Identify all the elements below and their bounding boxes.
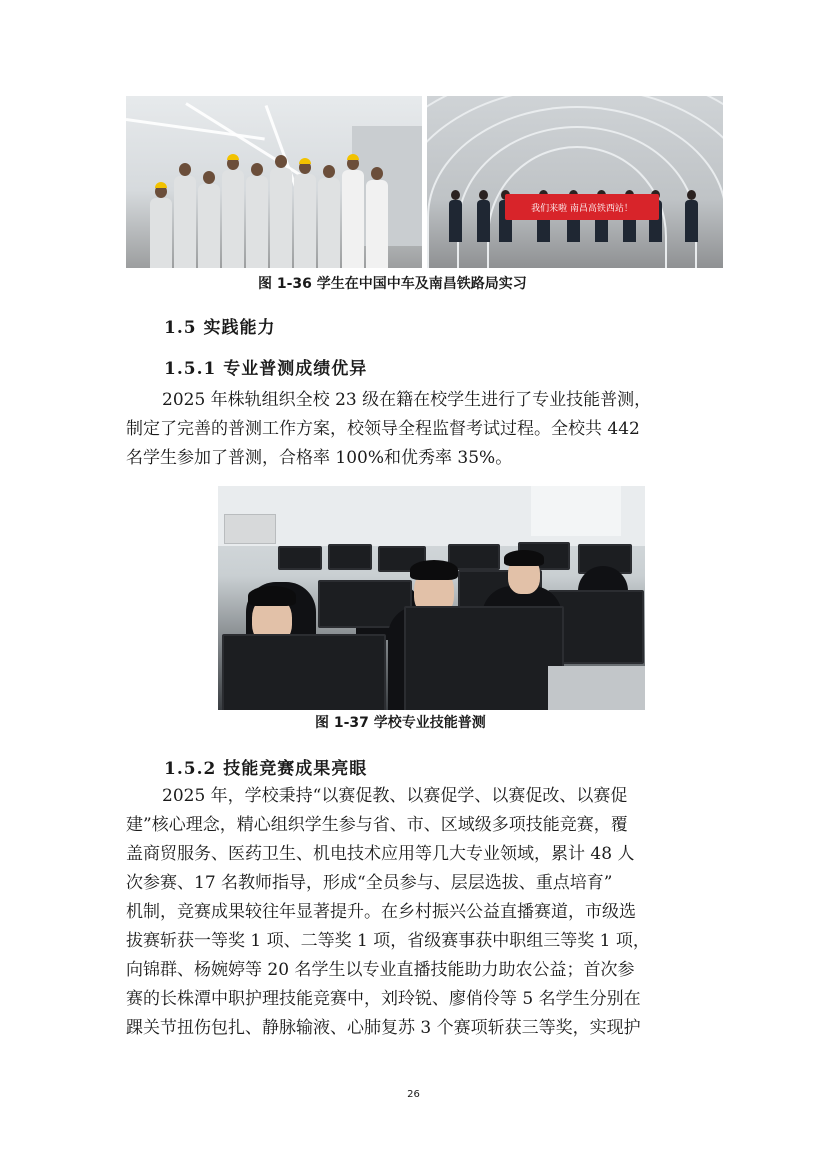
figure-caption-1-36: 图 1-36 学生在中国中车及南昌铁路局实习 — [258, 276, 527, 292]
section-heading-1-5-2: 1.5.2 技能竞赛成果亮眼 — [164, 759, 368, 779]
paragraph-line: 2025 年株轨组织全校 23 级在籍在校学生进行了专业技能普测， — [162, 390, 652, 410]
paragraph-line: 踝关节扭伤包扎、静脉输液、心肺复苏 3 个赛项斩获三等奖，实现护 — [126, 1018, 641, 1038]
section-heading-1-5: 1.5 实践能力 — [164, 318, 276, 338]
skills-exam-photo — [218, 486, 645, 710]
welcome-banner — [505, 194, 659, 220]
paragraph-line: 盖商贸服务、医药卫生、机电技术应用等几大专业领域，累计 48 人 — [126, 844, 635, 864]
figure-caption-1-37: 图 1-37 学校专业技能普测 — [315, 715, 486, 731]
paragraph-line: 向锦群、杨婉婷等 20 名学生以专业直播技能助力助农公益；首次参 — [126, 960, 635, 980]
paragraph-line: 次参赛、17 名教师指导，形成“全员参与、层层选拔、重点培育” — [126, 873, 613, 893]
svg-text:我们来啦 南昌高铁西站！: 我们来啦 南昌高铁西站！ — [531, 204, 633, 214]
paragraph-line: 赛的长株潭中职护理技能竞赛中，刘玲锐、廖俏伶等 5 名学生分别在 — [126, 989, 641, 1009]
factory-internship-photo — [126, 96, 422, 268]
paragraph-skills-survey — [126, 386, 700, 473]
page-number: 26 — [407, 1089, 420, 1100]
railway-station-photo — [427, 96, 723, 268]
paragraph-line: 制定了完善的普测工作方案，校领导全程监督考试过程。全校共 442 — [126, 419, 640, 439]
paragraph-line: 拔赛斩获一等奖 1 项、二等奖 1 项，省级赛事获中职组三等奖 1 项， — [126, 931, 650, 951]
paragraph-line: 名学生参加了普测，合格率 100%和优秀率 35%。 — [126, 448, 513, 468]
paragraph-line: 2025 年，学校秉持“以赛促教、以赛促学、以赛促改、以赛促 — [162, 786, 628, 806]
banner-lettering — [505, 194, 659, 220]
section-heading-1-5-1: 1.5.1 专业普测成绩优异 — [164, 359, 368, 379]
paragraph-line: 建”核心理念，精心组织学生参与省、市、区域级多项技能竞赛，覆 — [126, 815, 628, 835]
paragraph-skills-competition — [126, 782, 700, 1043]
paragraph-line: 机制，竞赛成果较往年显著提升。在乡村振兴公益直播赛道，市级选 — [126, 902, 636, 922]
